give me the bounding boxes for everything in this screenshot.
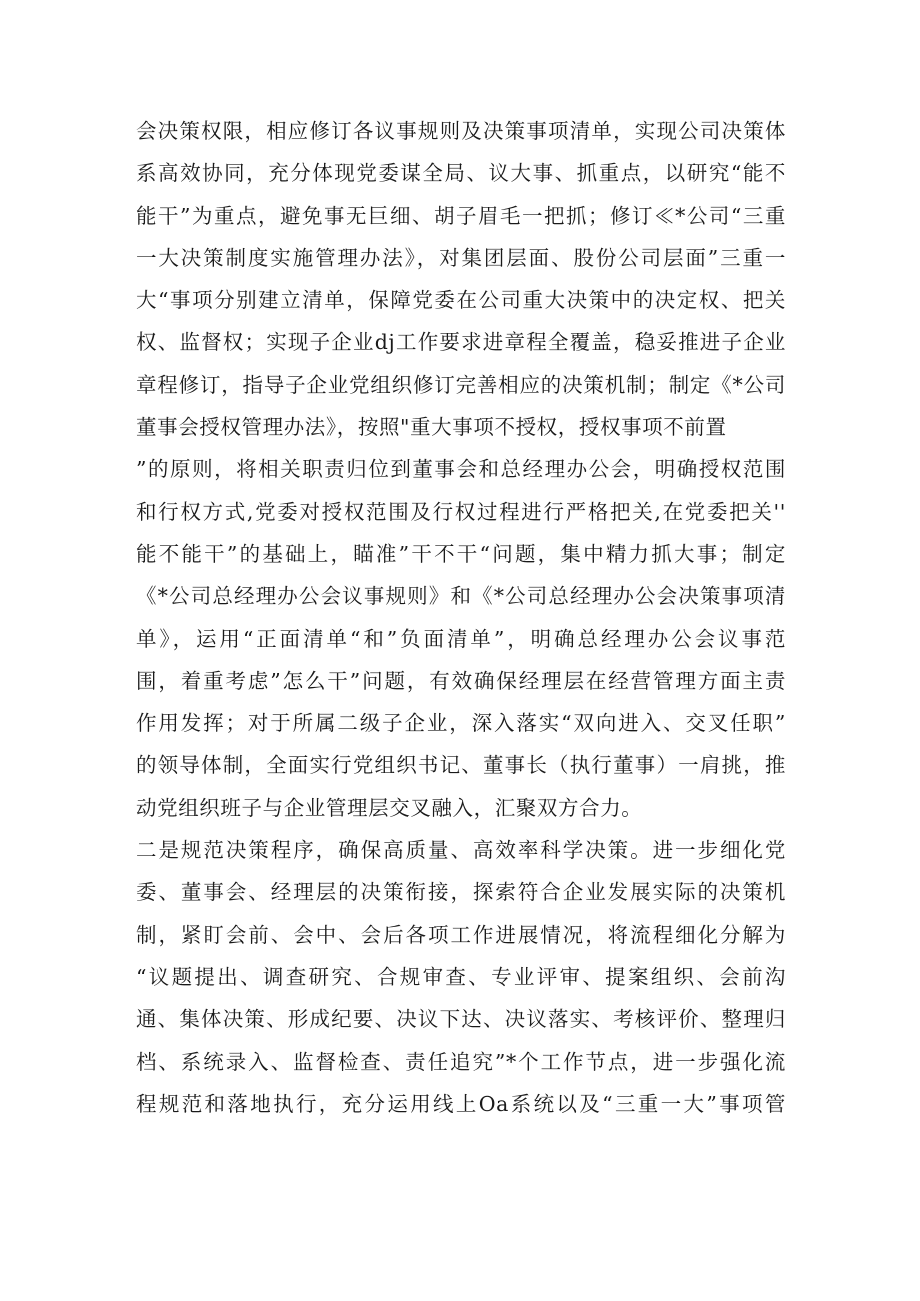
text-line: 董事会授权管理办法》，按照"重大事项不授权，授权事项不前置 xyxy=(136,415,727,440)
text-line: 权、监督权；实现子企业dj工作要求进章程全覆盖，稳妥推进子企业 xyxy=(136,330,786,355)
text-line: 能不能干”的基础上，瞄准”干不干“问题，集中精力抓大事；制定 xyxy=(136,541,786,566)
text-line: 章程修订，指导子企业党组织修订完善相应的决策机制；制定《*公司 xyxy=(136,372,786,397)
body-text xyxy=(136,110,786,1125)
text-line: 二是规范决策程序，确保高质量、高效率科学决策。进一步细化党 xyxy=(136,838,786,863)
text-line: 会决策权限，相应修订各议事规则及决策事项清单，实现公司决策体 xyxy=(136,119,786,143)
text-line: 单》，运用“正面清单“和”负面清单”，明确总经理办公会议事范 xyxy=(136,626,786,651)
text-line: 制，紧盯会前、会中、会后各项工作进展情况，将流程细化分解为 xyxy=(136,922,786,947)
text-line: 的领导体制，全面实行党组织书记、董事长（执行董事）一肩挑，推 xyxy=(136,753,786,778)
text-line: 和行权方式,党委对授权范围及行权过程进行严格把关,在党委把关'' xyxy=(136,499,786,524)
text-line: 档、系统录入、监督检查、责任追究”*个工作节点，进一步强化流 xyxy=(136,1049,786,1074)
text-line: 系高效协同，充分体现党委谋全局、议大事、抓重点，以研究“能不 xyxy=(136,161,786,186)
text-line: “议题提出、调查研究、合规审查、专业评审、提案组织、会前沟 xyxy=(136,964,786,989)
text-line: 能干”为重点，避免事无巨细、胡子眉毛一把抓；修订≪*公司“三重 xyxy=(136,203,786,228)
text-line: 通、集体决策、形成纪要、决议下达、决议落实、考核评价、整理归 xyxy=(136,1007,786,1032)
text-line: 围，着重考虑”怎么干”问题，有效确保经理层在经营管理方面主责 xyxy=(136,668,786,693)
text-line: 程规范和落地执行，充分运用线上Oa系统以及“三重一大”事项管 xyxy=(136,1091,786,1116)
text-line: 一大决策制度实施管理办法》，对集团层面、股份公司层面”三重一 xyxy=(136,245,786,270)
text-line: 大“事项分别建立清单，保障党委在公司重大决策中的决定权、把关 xyxy=(136,288,786,313)
text-line: 动党组织班子与企业管理层交叉融入，汇聚双方合力。 xyxy=(136,795,643,820)
text-line: 委、董事会、经理层的决策衔接，探索符合企业发展实际的决策机 xyxy=(136,880,786,905)
text-line: ”的原则，将相关职责归位到董事会和总经理办公会，明确授权范围 xyxy=(136,457,786,482)
text-line: 作用发挥；对于所属二级子企业，深入落实“双向进入、交叉任职” xyxy=(136,711,786,736)
text-line: 《*公司总经理办公会议事规则》和《*公司总经理办公会决策事项清 xyxy=(136,584,786,609)
